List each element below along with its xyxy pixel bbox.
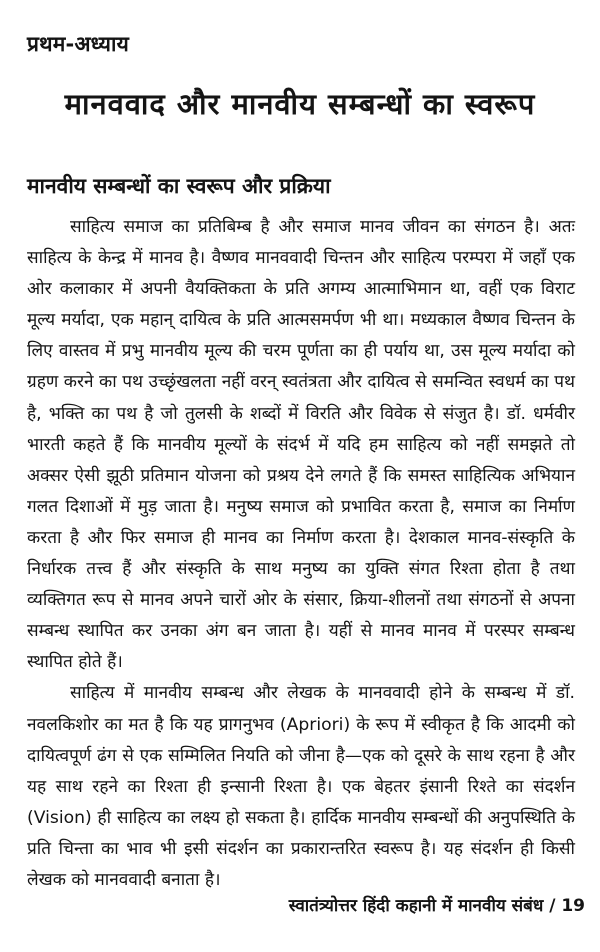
chapter-label: प्रथम-अध्याय xyxy=(27,32,129,56)
section-heading: मानवीय सम्बन्धों का स्वरूप और प्रक्रिया xyxy=(27,174,331,198)
body-text xyxy=(27,212,575,896)
footer-separator: / xyxy=(543,896,562,916)
running-title: स्वातंत्र्योत्तर हिंदी कहानी में मानवीय संबंध xyxy=(288,896,544,916)
page-footer xyxy=(289,893,585,916)
paragraph-1: साहित्य समाज का प्रतिबिम्ब है और समाज मानव जीवन का संगठन है। अतः साहित्य के केन्द्र में मानव है। वैष्णव मानववादी चिन्तन और साहित्य परम्परा में जहाँ एक ओर कलाकार में अपनी वैयक्तिकता के प्रति अगम्य आत्माभिमान था, वहीं एक विराट मूल्य मर्यादा, एक महान् दायित्व के प्रति आत्मसमर्पण भी था। मध्यकाल वैष्णव चिन्तन के लिए वास्तव में प्रभु मानवीय मूल्य की चरम पूर्णता का ही पर्याय था, उस मूल्य मर्यादा को ग्रहण करने का पथ उच्छृंखलता नहीं वरन् स्वतंत्रता और दायित्व से समन्वित स्वधर्म का पथ है, भक्ति का पथ है जो तुलसी के शब्दों में विरति और विवेक से संजुत है। डॉ. धर्मवीर भारती कहते हैं कि मानवीय मूल्यों के संदर्भ में यदि हम साहित्य को नहीं समझते तो अक्सर ऐसी झूठी प्रतिमान योजना को प्रश्रय देने लगते हैं कि समस्त साहित्यिक अभियान गलत दिशाओं में मुड़ जाता है। मनुष्य समाज को प्रभावित करता है, समाज का निर्माण करता है और फिर समाज ही मानव का निर्माण करता है। देशकाल मानव-संस्कृति के निर्धारक तत्त्व हैं और संस्कृति के साथ मनुष्य का युक्ति संगत रिश्ता होता है तथा व्यक्तिगत रूप से मानव अपने चारों ओर के संसार, क्रिया-शीलनों तथा संगठनों से अपना सम्बन्ध स्थापित कर उनका अंग बन जाता है। यहीं से मानव मानव में परस्पर सम्बन्ध स्थापित होते हैं। xyxy=(27,217,575,673)
paragraph-2: साहित्य में मानवीय सम्बन्ध और लेखक के मानववादी होने के सम्बन्ध में डॉ. नवलकिशोर का मत है कि यह प्रागनुभव (Apriori) के रूप में स्वीकृत है कि आदमी को दायित्वपूर्ण ढंग से एक सम्मिलित नियति को जीना है—एक को दूसरे के साथ रहना है और यह साथ रहने का रिश्ता ही इन्सानी रिश्ता है। एक बेहतर इंसानी रिश्ते का संदर्शन (Vision) ही साहित्य का लक्ष्य हो सकता है। हार्दिक मानवीय सम्बन्धों की अनुपस्थिति के प्रति चिन्ता का भाव भी इसी संदर्शन का प्रकारान्तरित स्वरूप है। यह संदर्शन ही किसी लेखक को मानववादी बनाता है। xyxy=(27,683,575,890)
page-number: 19 xyxy=(561,896,585,916)
chapter-title: मानववाद और मानवीय सम्बन्धों का स्वरूप xyxy=(64,87,536,121)
